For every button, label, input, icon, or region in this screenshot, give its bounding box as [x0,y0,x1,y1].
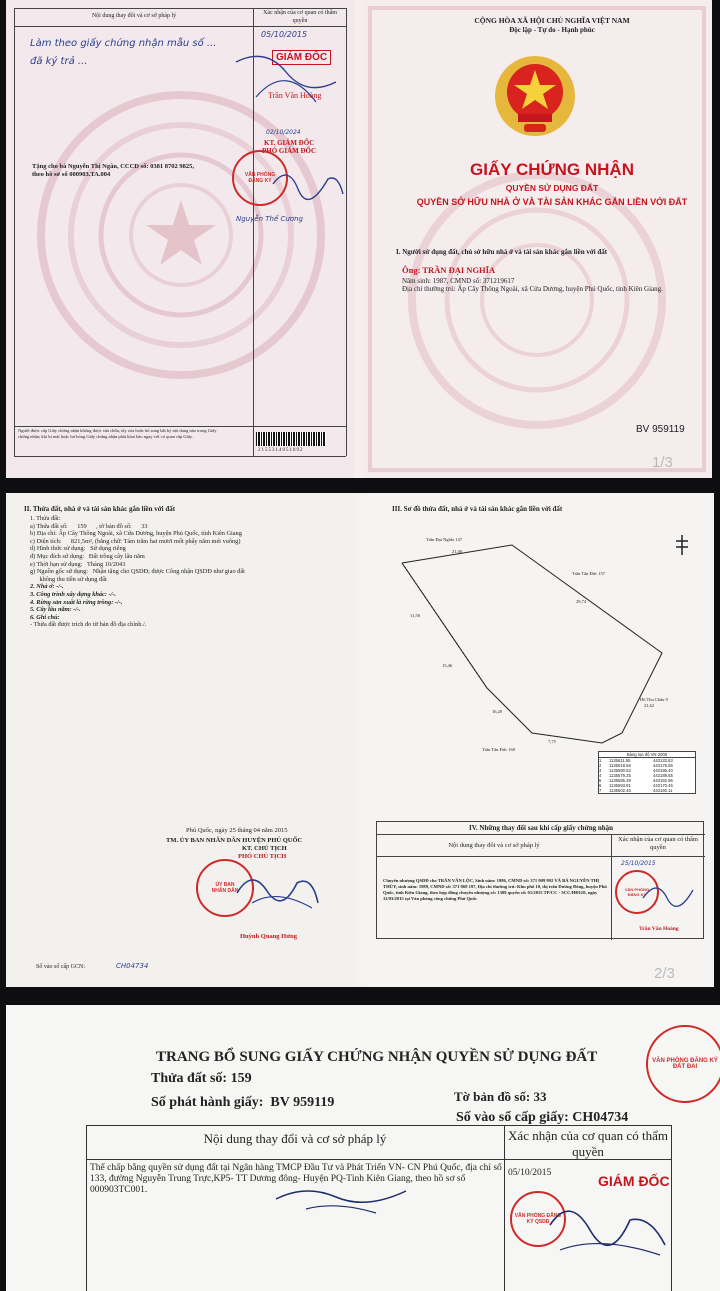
signature-4 [639,874,699,914]
supplement-stamp-office: VĂN PHÒNG ĐĂNG KÝ QSDĐ [510,1191,566,1247]
supplement-page [6,1005,720,1291]
iv-date: 25/10/2015 [621,860,656,867]
owner-info: Năm sinh: 1987, CMND số: 371219617 [402,277,515,285]
sign-kt: KT. CHỦ TỊCH [242,845,287,852]
parcel-line: - Thửa đất được trích đo từ bản đồ địa chính./. [30,621,147,629]
coord-row: 5 1135585.39 443182.96 [599,778,673,783]
parcel-line: đ) Mục đích sử dụng: Đất trồng cây lâu năm [30,552,145,560]
neighbor-label: Hồ Thu Châu 9 [640,697,668,702]
page-number-2: 2/3 [654,965,675,982]
section-ii: II. Thửa đất, nhà ở và tài sản khác gắn liền với đất [24,505,176,513]
coord-row: 3 1135590.52 443196.40 [599,768,673,773]
left-header-col2: Xác nhận của cơ quan có thẩm quyền [263,10,337,24]
supplement-col2: Xác nhận của cơ quan có thẩm quyền [508,1128,668,1159]
stamp-date: 02/10/2024 [266,129,301,136]
page1-right-half [362,0,712,478]
coord-header: Bảng tọa độ VN-2000 [599,752,695,758]
parcel-line: không thu tiền sử dụng đất [30,575,107,583]
parcel-line: e) Thời hạn sử dụng: Tháng 10/2043 [30,560,126,568]
barcode [256,432,326,446]
edge-length: 16,20 [492,709,503,714]
supplement-director: GIÁM ĐỐC [598,1173,670,1189]
edge-length: 29,74 [576,599,587,604]
section-iv-table [376,821,704,939]
edge-length: 21,62 [644,703,655,708]
section-iv: IV. Những thay đổi sau khi cấp giấy chứng nhận [468,824,614,832]
hand-note-2: đã ký trả ... [30,56,88,67]
hand-date: 05/10/2015 [261,30,308,39]
footer-note: Người được cấp Giấy chứng nhận không được sửa chữa, tẩy xóa hoặc bổ sung bất kỳ nội dung nào trong Giấy chứng nhận; khi bị mất hoặc hư hỏng Giấy chứng nhận phải khai báo ngay với cơ quan cấp Giấy. [18,428,217,439]
sign-name: Huỳnh Quang Hưng [240,933,298,940]
coord-row: 6 1135593.81 443170.45 [599,783,673,788]
barcode-number: 2155314051892 [258,448,304,453]
neighbor-label: Trần Tấn Đức 157 [572,571,606,576]
coord-row: 1 1135611.55 443133.63 [599,758,673,763]
edge-length: 15,46 [442,663,453,668]
stamp-name-1: Trần Văn Hoàng [268,91,322,100]
parcel-line: 6. Ghi chú: [30,613,60,621]
seal-left-top: VĂN PHÒNG ĐĂNG KÝ [232,150,288,206]
sign-org: TM. ỦY BAN NHÂN DÂN HUYỆN PHÚ QUỐC [166,837,303,844]
coord-row: 4 1135579.25 443189.55 [599,773,673,778]
signature-1 [226,42,346,112]
serial-number: BV 959119 [636,424,685,435]
parcel-diagram [382,523,702,763]
pgd-label: PHÓ GIÁM ĐỐC [262,147,317,155]
book-no-value: CH04734 [116,962,149,970]
supplement-stamp-corner: VĂN PHÒNG ĐĂNG KÝ ĐẤT ĐAI [646,1025,720,1103]
parcel-line: d) Hình thức sử dụng: Sử dụng riêng [30,545,126,553]
sign-title: PHÓ CHỦ TỊCH [238,853,287,860]
sign-place: Phú Quốc, ngày 25 tháng 04 năm 2015 [186,827,288,834]
page2-right-half [362,493,714,987]
dossier-line: theo hồ sơ số 000903.TA.004 [32,171,111,178]
signer-name: Nguyễn Thế Cương [236,215,303,223]
gift-line: Tặng cho bà Nguyễn Thị Ngân, CCCD số: 0381 8702 9825, [32,163,195,170]
edge-length: 21,00 [452,549,463,554]
edge-length: 7,75 [548,739,556,744]
supplement-date: 05/10/2015 [508,1168,552,1178]
seal-iv: VĂN PHÒNG ĐĂNG KÝ [615,870,659,914]
parcel-line: 3. Công trình xây dựng khác: -/-. [30,590,116,598]
cert-sub1: QUYỀN SỬ DỤNG ĐẤT [505,183,599,193]
seal-district: ỦY BAN NHÂN DÂN [196,859,254,917]
supplement-table [86,1125,672,1291]
page-number-1: 1/3 [652,454,673,471]
section-i: I. Người sử dụng đất, chủ sở hữu nhà ở và tài sản khác gắn liền với đất [396,248,608,256]
iv-col2: Xác nhận của cơ quan có thẩm quyền [618,836,698,851]
signature-3 [232,863,322,913]
parcel-line: g) Nguồn gốc sử dụng: Nhận tặng cho QSDĐ; được Công nhận QSDĐ như giao đất [30,568,245,576]
supplement-col1: Nội dung thay đổi và cơ sở pháp lý [203,1131,387,1146]
supplement-book-no: Số vào sổ cấp giấy: CH04734 [456,1110,629,1125]
coordinate-table [598,751,696,794]
iv-col1: Nội dung thay đổi và cơ sở pháp lý [448,842,540,849]
parcel-line: 5. Cây lâu năm: -/-. [30,606,81,614]
drum-pattern-right [402,150,672,450]
coord-row: 2 1135618.56 443175.56 [599,763,673,768]
motto: Độc lập - Tự do - Hạnh phúc [509,26,595,34]
page1-left-half [6,0,354,478]
nation-title: CỘNG HÒA XÃ HỘI CHỦ NGHĨA VIỆT NAM [474,16,630,25]
parcel-line: b) Địa chỉ: Ấp Cây Thông Ngoài, xã Cửa Dương, huyện Phú Quốc, tỉnh Kiên Giang [30,530,242,538]
left-header-col1: Nội dung thay đổi và cơ sở pháp lý [91,13,177,19]
parcel-details [30,515,350,629]
signature-6 [540,1185,670,1265]
certificate-page-2 [6,493,714,987]
supplement-parcel: Thửa đất số: 159 [151,1071,252,1086]
book-no-label: Số vào sổ cấp GCN: [36,964,85,970]
stamp-director-1: GIÁM ĐỐC [272,50,331,65]
section-iii: III. Sơ đồ thửa đất, nhà ở và tài sản khác gắn liền với đất [392,505,563,513]
parcel-line: a) Thửa đất số: 159 , tờ bản đồ số: 33 [30,522,148,530]
kt-label: KT. GIÁM ĐỐC [264,139,315,147]
hand-note-1: Làm theo giấy chứng nhận mẫu số ... [30,38,217,49]
neighbor-label: Trần Tấn Đức 160 [482,747,516,752]
owner-name: Ông: TRẦN ĐẠI NGHĨA [402,265,496,275]
owner-address: Địa chỉ thường trú: Ấp Cây Thông Ngoài, xã Cửa Dương, huyện Phú Quốc, tỉnh Kiên Giang. [402,285,663,293]
iv-sign-name: Trần Văn Hoàng [639,926,679,932]
coord-row: 7 1135602.45 443160.11 [599,788,673,793]
parcel-line: 4. Rừng sản xuất là rừng trồng: -/-. [30,598,123,606]
supplement-issue-no: Số phát hành giấy: BV 959119 [151,1095,335,1110]
cert-sub2: QUYỀN SỞ HỮU NHÀ Ở VÀ TÀI SẢN KHÁC GẮN LIỀN VỚI ĐẤT [416,197,688,207]
signature-5 [266,1179,426,1219]
national-emblem [490,52,580,142]
supplement-map-sheet: Tờ bản đồ số: 33 [454,1089,547,1104]
parcel-line: c) Diện tích: 821,5m², (bằng chữ: Tám trăm hai mươi mốt phẩy năm mét vuông) [30,537,241,545]
page2-left-half [6,493,358,987]
drum-pattern-left [26,60,336,440]
supplement-title: TRANG BỔ SUNG GIẤY CHỨNG NHẬN QUYỀN SỬ DỤNG ĐẤT [156,1049,598,1065]
supplement-entry: Thế chấp bằng quyền sử dụng đất tại Ngân hàng TMCP Đầu Tư và Phát Triển VN- CN Phú Quốc, địa chỉ số 133, đường Nguyễn Trung Trực,KP5- TT Dương đông- Huyện PQ-Tỉnh Kiên Giang, theo hồ sơ số 000903TC001. [90,1163,502,1195]
iv-entry: Chuyển nhượng QSDĐ cho TRẦN VĂN LỘC, Sinh năm: 1986, CMND số: 371 009 992 VÀ BÀ NGUYỄN THỊ THỦY, sinh năm: 1989, CMND số: 371 069 197, Địa chỉ thường trú: Khu phố 10, thị trấn Dương Đông, huyện Phú Quốc, tỉnh Kiên Giang, theo hợp đồng chuyển nhượng số: 1309 quyển số: 01/2015 TP/CC - SCC/HĐGD, ngày 11/03/2015 tại Văn phòng công chứng Phú Quốc [383,878,607,901]
cert-title: GIẤY CHỨNG NHẬN [470,160,634,179]
parcel-line: 2. Nhà ở: -/-. [30,583,64,591]
edge-length: 11,56 [410,613,420,618]
parcel-line: 1. Thửa đất: [30,515,61,522]
signature-2 [268,164,348,204]
neighbor-label: Trần Đại Nghĩa 147 [426,537,462,542]
certificate-page-1 [6,0,712,478]
